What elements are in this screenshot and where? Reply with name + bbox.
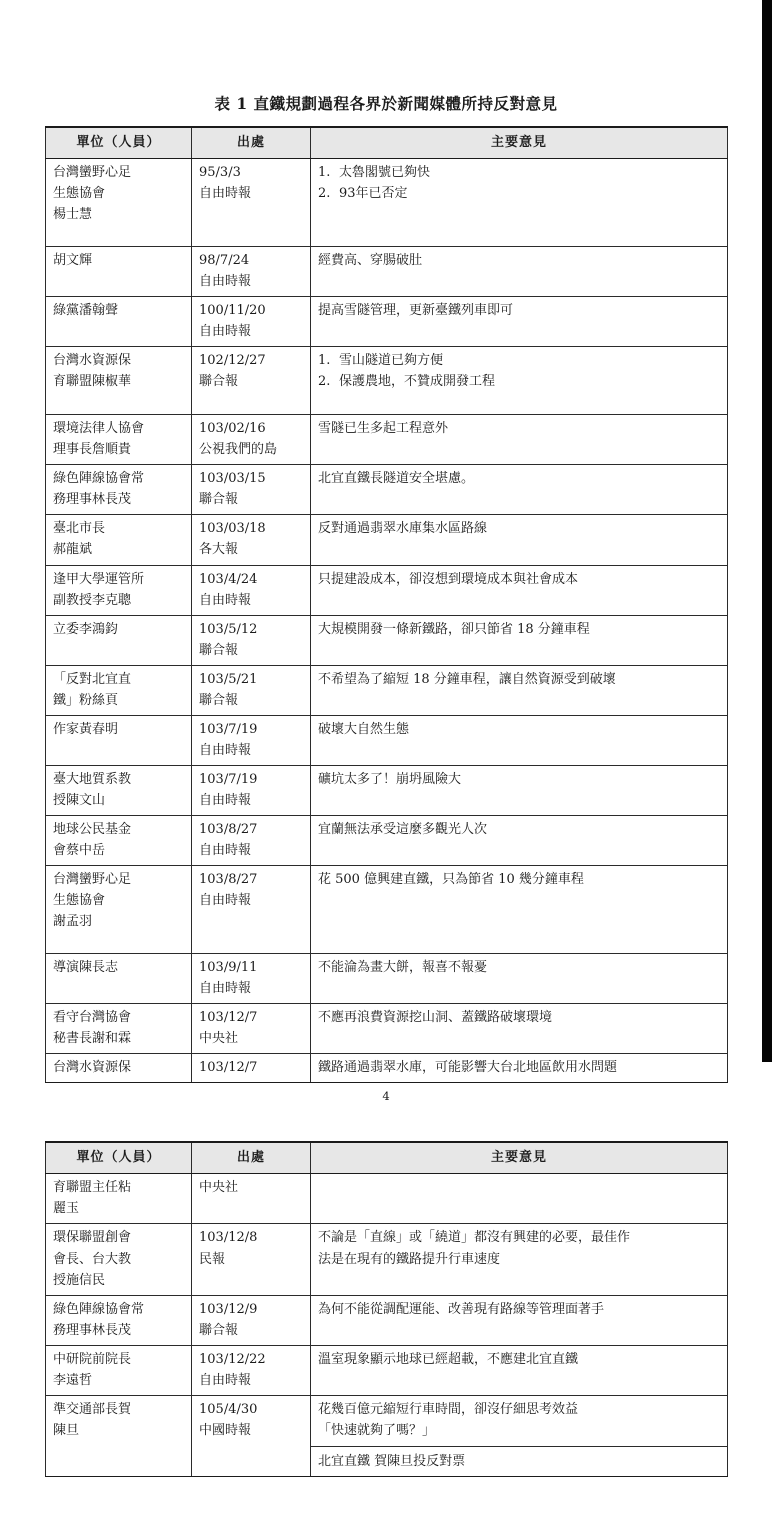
cell-opinion bbox=[311, 815, 728, 865]
cell-source-line: 103/7/19 bbox=[199, 771, 258, 787]
opinion-list-number: 2. bbox=[318, 186, 331, 202]
table-row bbox=[46, 1004, 728, 1054]
cell-unit-line: 作家黃春明 bbox=[53, 721, 119, 737]
cell-opinion-line: 大規模開發一條新鐵路，卻只節省 18 分鐘車程 bbox=[318, 621, 590, 637]
table-row bbox=[46, 615, 728, 665]
cell-opinion-line: 不希望為了縮短 18 分鐘車程，讓自然資源受到破壞 bbox=[318, 671, 616, 687]
cell-unit-line: 綠色陣線協會常 bbox=[53, 471, 145, 487]
cell-unit bbox=[46, 159, 192, 247]
cell-source-line: 103/12/8 bbox=[199, 1230, 258, 1246]
cell-unit-line: 台灣水資源保 bbox=[53, 1060, 132, 1076]
table2-body bbox=[46, 1174, 728, 1477]
cell-source-line: 103/8/27 bbox=[199, 821, 258, 837]
table-row bbox=[46, 515, 728, 565]
table-row bbox=[46, 1395, 728, 1476]
cell-source-line: 103/9/11 bbox=[199, 960, 258, 976]
cell-source-line: 自由時報 bbox=[199, 893, 252, 909]
opinion-list-text: 93年已否定 bbox=[339, 186, 408, 202]
page-number: 4 bbox=[382, 1089, 390, 1104]
cell-source-line: 聯合報 bbox=[199, 1322, 239, 1338]
column-header-source: 出處 bbox=[192, 1142, 311, 1174]
cell-source-line: 中央社 bbox=[199, 1180, 239, 1196]
opinion-list-number: 1. bbox=[318, 353, 331, 369]
table-row bbox=[46, 159, 728, 247]
table-header-row bbox=[46, 127, 728, 159]
table-row bbox=[46, 1224, 728, 1295]
cell-source bbox=[192, 765, 311, 815]
column-header-source: 出處 bbox=[192, 127, 311, 159]
cell-source-line: 105/4/30 bbox=[199, 1401, 258, 1417]
cell-source bbox=[192, 1174, 311, 1224]
cell-opinion bbox=[311, 1174, 728, 1224]
cell-unit-line: 育聯盟主任粘 bbox=[53, 1180, 132, 1196]
cell-source bbox=[192, 1224, 311, 1295]
cell-unit-line: 李遠哲 bbox=[53, 1372, 93, 1388]
cell-unit-line: 謝孟羽 bbox=[53, 914, 93, 930]
cell-opinion bbox=[311, 297, 728, 347]
cell-unit bbox=[46, 347, 192, 415]
table-row bbox=[46, 1345, 728, 1395]
cell-source bbox=[192, 465, 311, 515]
cell-source bbox=[192, 1004, 311, 1054]
cell-source bbox=[192, 1395, 311, 1476]
page-title: 表 1 直鐵規劃過程各界於新聞媒體所持反對意見 bbox=[214, 94, 558, 113]
cell-source-line: 自由時報 bbox=[199, 742, 252, 758]
cell-unit-line: 綠色陣線協會常 bbox=[53, 1301, 145, 1317]
cell-unit-line: 胡文輝 bbox=[53, 253, 93, 269]
cell-unit-line: 逢甲大學運管所 bbox=[53, 571, 145, 587]
cell-opinion-line: 只提建設成本，卻沒想到環境成本與社會成本 bbox=[318, 571, 579, 587]
table-row bbox=[46, 247, 728, 297]
cell-opinion bbox=[311, 1004, 728, 1054]
cell-opinion bbox=[311, 1295, 728, 1345]
table-row bbox=[46, 1174, 728, 1224]
cell-opinion-line: 不應再浪費資源挖山洞、蓋鐵路破壞環境 bbox=[318, 1010, 553, 1026]
cell-source bbox=[192, 565, 311, 615]
cell-source bbox=[192, 615, 311, 665]
cell-opinion-line: 「快速就夠了嗎？」 bbox=[318, 1422, 436, 1438]
table-row bbox=[46, 297, 728, 347]
cell-unit bbox=[46, 1295, 192, 1345]
cell-source bbox=[192, 415, 311, 465]
table-row bbox=[46, 1054, 728, 1083]
cell-source bbox=[192, 665, 311, 715]
cell-opinion-line: 北宜直鐵長隧道安全堪慮。 bbox=[318, 471, 475, 487]
cell-unit bbox=[46, 565, 192, 615]
cell-source-line: 中央社 bbox=[199, 1031, 239, 1047]
table-row bbox=[46, 665, 728, 715]
cell-unit bbox=[46, 247, 192, 297]
cell-opinion-line: 法是在現有的鐵路提升行車速度 bbox=[318, 1251, 501, 1267]
cell-source-line: 自由時報 bbox=[199, 843, 252, 859]
cell-source-line: 聯合報 bbox=[199, 374, 239, 390]
cell-unit-line: 理事長詹順貴 bbox=[53, 442, 132, 458]
cell-opinion bbox=[311, 415, 728, 465]
cell-unit bbox=[46, 715, 192, 765]
cell-source bbox=[192, 715, 311, 765]
cell-source-line: 自由時報 bbox=[199, 1372, 252, 1388]
cell-unit bbox=[46, 297, 192, 347]
cell-unit-line: 生態協會 bbox=[53, 186, 106, 202]
cell-source bbox=[192, 1054, 311, 1083]
cell-source-line: 103/12/9 bbox=[199, 1301, 258, 1317]
cell-opinion-line: 花 500 億興建直鐵，只為節省 10 幾分鐘車程 bbox=[318, 872, 584, 888]
cell-opinion-line: 溫室現象顯示地球已經超載，不應建北宜直鐵 bbox=[318, 1351, 579, 1367]
cell-opinion-line: 宜蘭無法承受這麼多觀光人次 bbox=[318, 821, 488, 837]
opinion-list-text: 保護農地，不贊成開發工程 bbox=[339, 374, 496, 390]
cell-unit bbox=[46, 1054, 192, 1083]
cell-source-line: 103/12/7 bbox=[199, 1060, 258, 1076]
cell-source-line: 103/5/12 bbox=[199, 621, 258, 637]
cell-unit bbox=[46, 1174, 192, 1224]
cell-unit-line: 楊士慧 bbox=[53, 207, 93, 223]
opinion-list-item bbox=[318, 371, 720, 392]
table-row bbox=[46, 1295, 728, 1345]
cell-opinion bbox=[311, 1395, 728, 1476]
cell-source-line: 自由時報 bbox=[199, 274, 252, 290]
column-header-opinion: 主要意見 bbox=[311, 127, 728, 159]
cell-unit-line: 台灣水資源保 bbox=[53, 353, 132, 369]
cell-source-line: 自由時報 bbox=[199, 186, 252, 202]
opinion-list-number: 2. bbox=[318, 374, 331, 390]
cell-unit-line: 授施信民 bbox=[53, 1272, 106, 1288]
cell-opinion bbox=[311, 247, 728, 297]
cell-source-line: 103/7/19 bbox=[199, 721, 258, 737]
cell-unit-line: 會蔡中岳 bbox=[53, 843, 106, 859]
column-header-unit: 單位（人員） bbox=[46, 1142, 192, 1174]
cell-source-line: 聯合報 bbox=[199, 642, 239, 658]
cell-opinion-subrow: 北宜直鐵 賀陳旦投反對票 bbox=[311, 1446, 727, 1472]
table-row bbox=[46, 815, 728, 865]
cell-unit bbox=[46, 765, 192, 815]
cell-source bbox=[192, 515, 311, 565]
cell-unit-line: 環境法律人協會 bbox=[53, 421, 145, 437]
cell-source-line: 自由時報 bbox=[199, 981, 252, 997]
cell-opinion bbox=[311, 1224, 728, 1295]
opposition-opinions-table-2 bbox=[45, 1141, 728, 1477]
cell-unit bbox=[46, 815, 192, 865]
cell-unit bbox=[46, 1345, 192, 1395]
cell-unit bbox=[46, 954, 192, 1004]
table-row bbox=[46, 954, 728, 1004]
column-header-unit: 單位（人員） bbox=[46, 127, 192, 159]
cell-unit-line: 立委李鴻鈞 bbox=[53, 621, 119, 637]
cell-unit-line: 鐵」粉絲頁 bbox=[53, 692, 119, 708]
cell-unit bbox=[46, 415, 192, 465]
cell-opinion bbox=[311, 1345, 728, 1395]
opinion-list-text: 太魯閣號已夠快 bbox=[339, 165, 431, 181]
cell-unit bbox=[46, 1004, 192, 1054]
opinion-list-item bbox=[318, 350, 720, 371]
cell-opinion bbox=[311, 159, 728, 247]
cell-opinion-line: 不論是「直線」或「繞道」都沒有興建的必要，最佳作 bbox=[318, 1230, 631, 1246]
column-header-opinion: 主要意見 bbox=[311, 1142, 728, 1174]
cell-opinion-line: 經費高、穿腸破肚 bbox=[318, 253, 423, 269]
cell-unit-line: 務理事林長茂 bbox=[53, 1322, 132, 1338]
cell-unit-line: 會長、台大教 bbox=[53, 1251, 132, 1267]
cell-unit bbox=[46, 465, 192, 515]
cell-unit-line: 育聯盟陳椒華 bbox=[53, 374, 132, 390]
cell-unit-line: 務理事林長茂 bbox=[53, 492, 132, 508]
table-row bbox=[46, 465, 728, 515]
opinion-list-number: 1. bbox=[318, 165, 331, 181]
cell-opinion bbox=[311, 615, 728, 665]
cell-opinion bbox=[311, 1054, 728, 1083]
cell-source bbox=[192, 866, 311, 954]
cell-opinion bbox=[311, 765, 728, 815]
cell-unit bbox=[46, 615, 192, 665]
table-row bbox=[46, 866, 728, 954]
cell-unit-line: 麗玉 bbox=[53, 1201, 80, 1217]
cell-source-line: 各大報 bbox=[199, 542, 239, 558]
cell-opinion-line: 花幾百億元縮短行車時間，卻沒仔細思考效益 bbox=[318, 1401, 579, 1417]
cell-source-line: 103/03/18 bbox=[199, 521, 266, 537]
cell-opinion-line: 破壞大自然生態 bbox=[318, 721, 410, 737]
cell-opinion bbox=[311, 347, 728, 415]
cell-source bbox=[192, 1345, 311, 1395]
cell-source-line: 103/12/7 bbox=[199, 1010, 258, 1026]
cell-unit-line: 中研院前院長 bbox=[53, 1351, 132, 1367]
table-row bbox=[46, 715, 728, 765]
cell-opinion-line: 鐵路通過翡翠水庫，可能影響大台北地區飲用水問題 bbox=[318, 1060, 618, 1076]
cell-opinion bbox=[311, 515, 728, 565]
cell-source bbox=[192, 247, 311, 297]
cell-source-line: 聯合報 bbox=[199, 492, 239, 508]
cell-source-line: 103/8/27 bbox=[199, 872, 258, 888]
cell-unit-line: 環保聯盟創會 bbox=[53, 1230, 132, 1246]
cell-opinion bbox=[311, 715, 728, 765]
cell-source-line: 103/02/16 bbox=[199, 421, 266, 437]
table-row bbox=[46, 347, 728, 415]
cell-source bbox=[192, 297, 311, 347]
cell-unit bbox=[46, 515, 192, 565]
cell-unit-line: 陳旦 bbox=[53, 1422, 80, 1438]
cell-unit-line: 準交通部長賀 bbox=[53, 1401, 132, 1417]
cell-unit-line: 台灣蠻野心足 bbox=[53, 165, 132, 181]
cell-unit-line: 秘書長謝和霖 bbox=[53, 1031, 132, 1047]
cell-unit-line: 授陳文山 bbox=[53, 792, 106, 808]
cell-source-line: 95/3/3 bbox=[199, 165, 241, 181]
cell-opinion-line: 反對通過翡翠水庫集水區路線 bbox=[318, 521, 488, 537]
cell-unit bbox=[46, 1395, 192, 1476]
cell-source bbox=[192, 1295, 311, 1345]
cell-unit bbox=[46, 1224, 192, 1295]
cell-unit-line: 副教授李克聰 bbox=[53, 592, 132, 608]
cell-source-line: 中國時報 bbox=[199, 1422, 252, 1438]
cell-unit-line: 看守台灣協會 bbox=[53, 1010, 132, 1026]
table-row bbox=[46, 415, 728, 465]
cell-source bbox=[192, 954, 311, 1004]
cell-unit-line: 「反對北宜直 bbox=[53, 671, 132, 687]
cell-unit bbox=[46, 866, 192, 954]
table1-body bbox=[46, 159, 728, 1083]
cell-unit-line: 導演陳長志 bbox=[53, 960, 119, 976]
cell-opinion-line: 為何不能從調配運能、改善現有路線等管理面著手 bbox=[318, 1301, 605, 1317]
opinion-list-item bbox=[318, 183, 720, 204]
cell-unit-line: 臺大地質系教 bbox=[53, 771, 132, 787]
cell-unit-line: 綠黨潘翰聲 bbox=[53, 303, 119, 319]
cell-opinion-line: 雪隧已生多起工程意外 bbox=[318, 421, 449, 437]
table2-container bbox=[0, 1141, 772, 1477]
cell-unit-line: 生態協會 bbox=[53, 893, 106, 909]
opposition-opinions-table-1 bbox=[45, 126, 728, 1083]
cell-source-line: 聯合報 bbox=[199, 692, 239, 708]
cell-unit-line: 臺北市長 bbox=[53, 521, 106, 537]
cell-source-line: 自由時報 bbox=[199, 324, 252, 340]
table-row bbox=[46, 765, 728, 815]
cell-source-line: 102/12/27 bbox=[199, 353, 266, 369]
table-header-row bbox=[46, 1142, 728, 1174]
cell-opinion bbox=[311, 665, 728, 715]
cell-opinion-line: 礦坑太多了！崩坍風險大 bbox=[318, 771, 462, 787]
cell-source bbox=[192, 159, 311, 247]
cell-unit-line: 台灣蠻野心足 bbox=[53, 872, 132, 888]
cell-source-line: 103/4/24 bbox=[199, 571, 258, 587]
cell-opinion bbox=[311, 565, 728, 615]
opinion-list-item bbox=[318, 162, 720, 183]
cell-unit bbox=[46, 665, 192, 715]
cell-source-line: 自由時報 bbox=[199, 792, 252, 808]
cell-unit-line: 郝龍斌 bbox=[53, 542, 93, 558]
cell-source-line: 公視我們的島 bbox=[199, 442, 278, 458]
cell-opinion-line: 不能淪為畫大餅，報喜不報憂 bbox=[318, 960, 488, 976]
cell-source-line: 103/03/15 bbox=[199, 471, 266, 487]
cell-source bbox=[192, 815, 311, 865]
cell-source-line: 103/12/22 bbox=[199, 1351, 266, 1367]
opinion-list-text: 雪山隧道已夠方便 bbox=[339, 353, 444, 369]
cell-opinion bbox=[311, 954, 728, 1004]
cell-opinion bbox=[311, 866, 728, 954]
table1-container bbox=[0, 126, 772, 1083]
cell-source-line: 103/5/21 bbox=[199, 671, 258, 687]
cell-source bbox=[192, 347, 311, 415]
cell-unit-line: 地球公民基金 bbox=[53, 821, 132, 837]
table-row bbox=[46, 565, 728, 615]
cell-opinion-line: 提高雪隧管理，更新臺鐵列車即可 bbox=[318, 303, 514, 319]
cell-source-line: 民報 bbox=[199, 1251, 226, 1267]
cell-source-line: 100/11/20 bbox=[199, 303, 266, 319]
cell-source-line: 自由時報 bbox=[199, 592, 252, 608]
cell-source-line: 98/7/24 bbox=[199, 253, 250, 269]
cell-opinion bbox=[311, 465, 728, 515]
page-gap bbox=[0, 1103, 772, 1141]
